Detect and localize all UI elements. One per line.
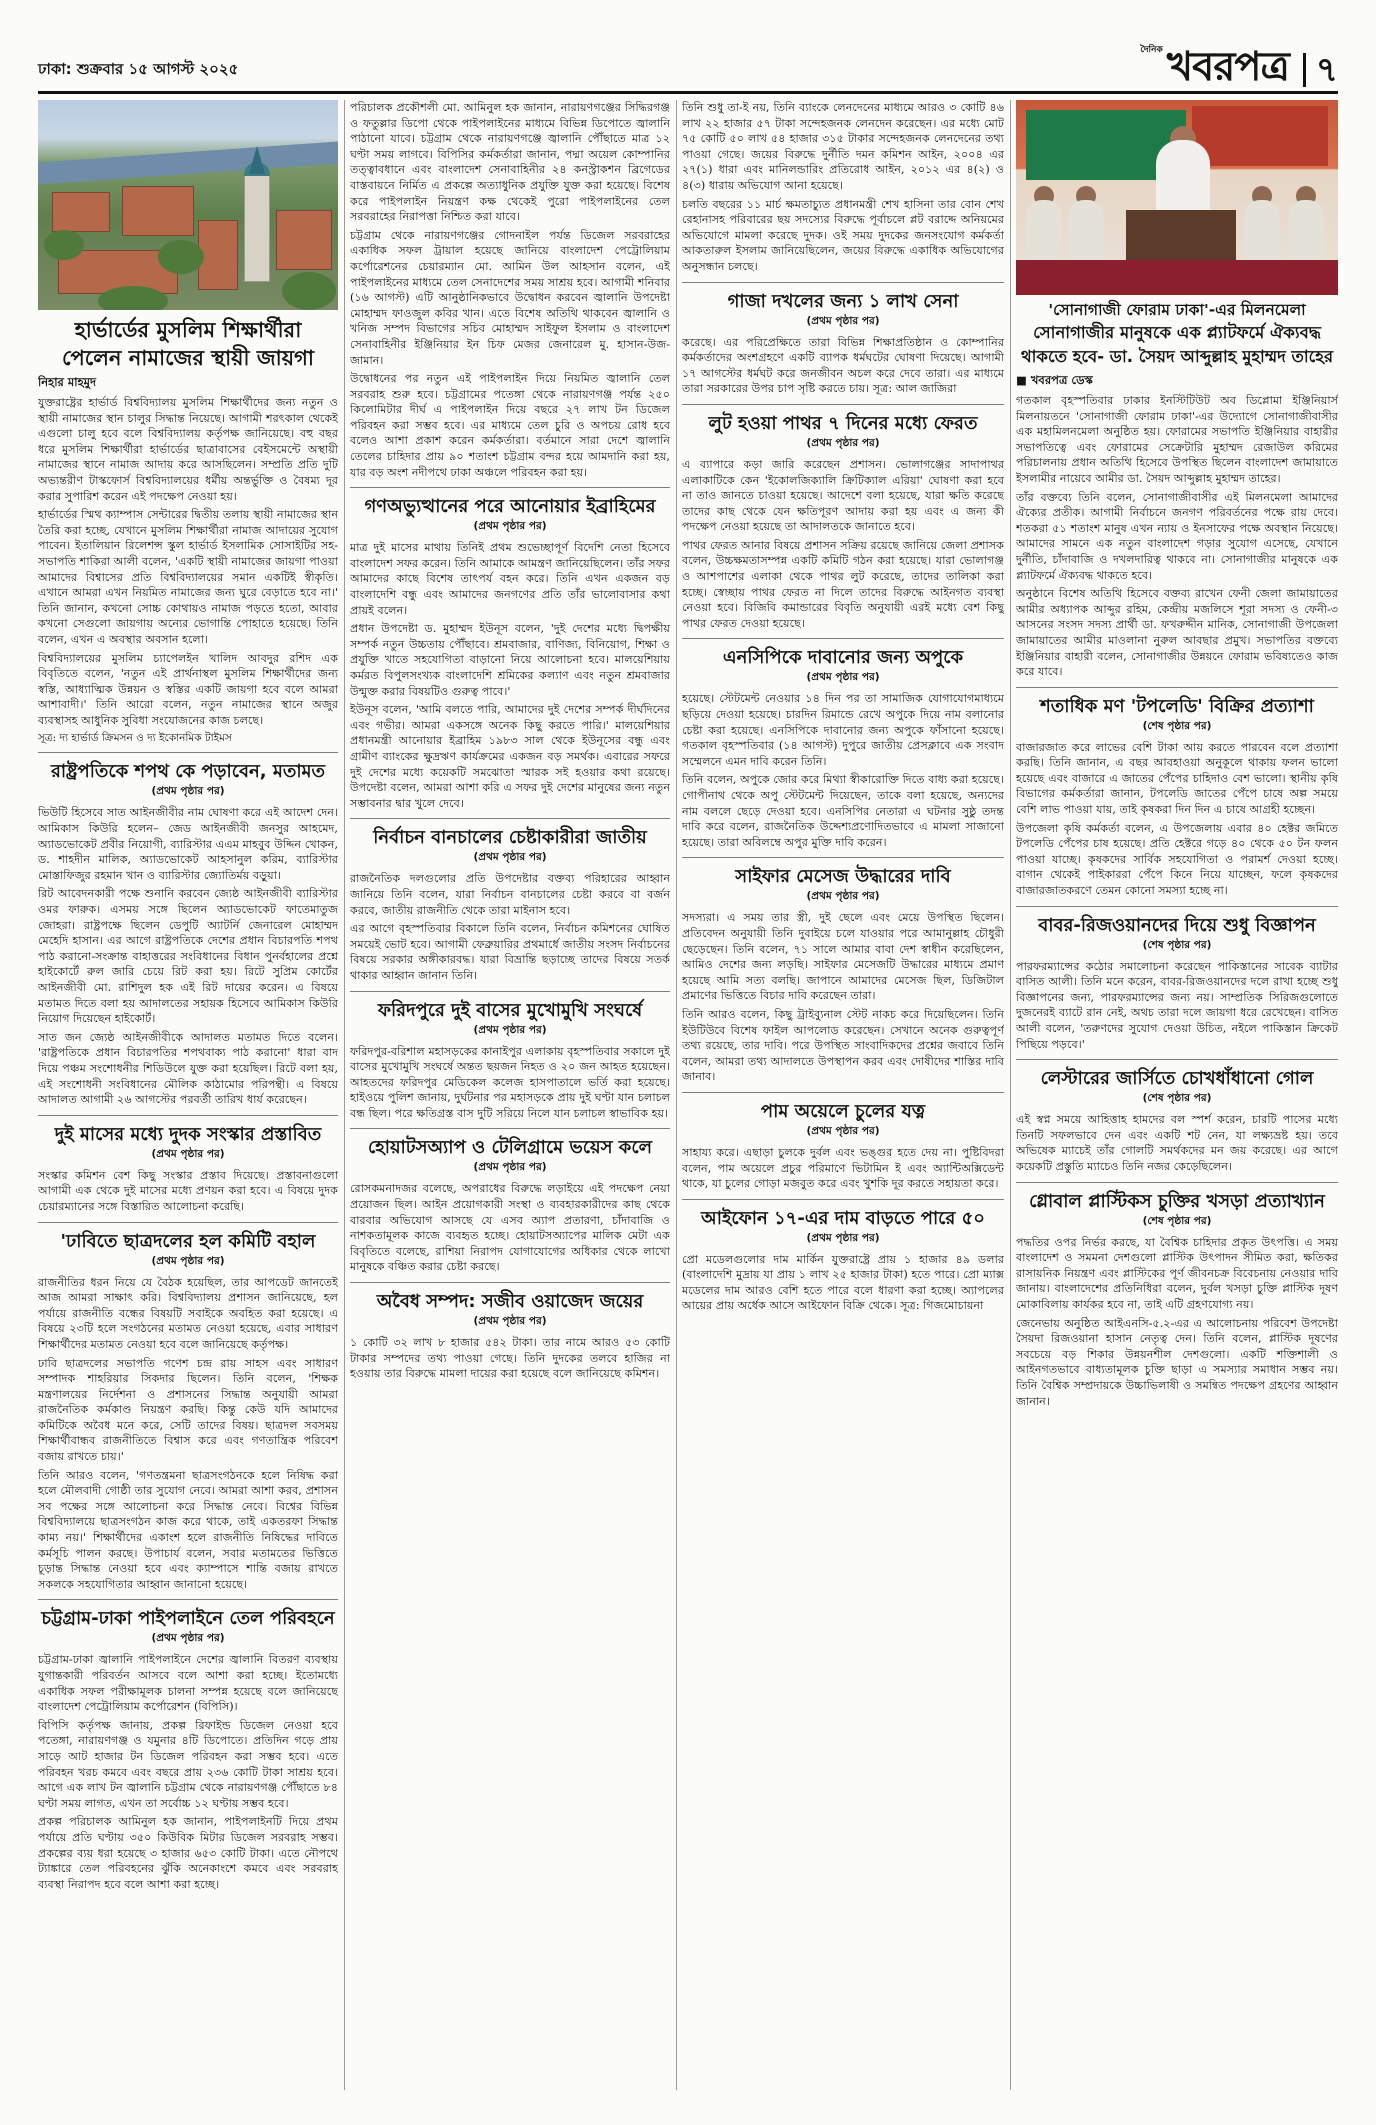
article-topledi-papaya	[1016, 695, 1338, 899]
article-paragraph: প্রো মডেলগুলোর দাম মার্কিন যুক্তরাষ্ট্রে প্রায় ১ হাজার ৪৯ ডলার (বাংলাদেশি মুদ্রায় যা প্রায় ১ লাখ ২৫ হাজার টাকা) হতে পারে। প্রো ম্যাক্স মডেলের দাম আরও বেশি হতে পারে বলে ধারণা করা হচ্ছে। অ্যাপলের আয়ের প্রায় অর্ধেক আসে আইফোন বিক্রি থেকে। সূত্র: গিজমোচায়না	[682, 1252, 1004, 1313]
article-paragraph: ঢাবি ছাত্রদলের সভাপতি গণেশ চন্দ্র রায় সাহস এবং সাধারণ সম্পাদক শাহরিয়ার সিকদার ছিলেন। তিনি বলেন, 'শিক্ষক মন্ত্রণালয়ের নির্দেশনা ও প্রশাসনের সিদ্ধান্ত অনুযায়ী আমরা রাজনৈতিক কর্মকাণ্ড নিয়ন্ত্রণ করছি। কিন্তু কেউ যদি আমাদের কমিটিকে অবৈধ মনে করে, সেটি তাদের বিষয়। ছাত্রদল সবসময় শিক্ষার্থীবান্ধব রাজনীতিতে বিশ্বাস করে এবং গণতান্ত্রিক পরিবেশ বজায় রাখতে চায়।'	[38, 1356, 338, 1464]
article-paragraph: মাত্র দুই মাসের মাথায় তিনিই প্রথম শুভেচ্ছাপূর্ণ বিদেশি নেতা হিসেবে বাংলাদেশ সফর করেন। তিনি আমাকে আমন্ত্রণ জানিয়েছিলেন। তাঁর সফর আমাদের কাছে বিশেষ তাৎপর্য বহন করে। তিনি এখন একজন বড় বাংলাদেশি বন্ধু এবং আমাদের জনগণের প্রতি তাঁর ভালোবাসার কথা প্রায়ই বলেন।	[350, 541, 670, 617]
newspaper-logo: খবরপত্র	[1166, 44, 1289, 90]
article-paragraph: সাত জন জ্যেষ্ঠ আইনজীবীকে আদালত মতামত দিতে বলেন। 'রাষ্ট্রপতিকে প্রধান বিচারপতির শপথবাক্য পাঠ করানো' ধারা বাদ দিয়ে পঞ্চম সংশোধনীর শিডিউলে যুক্ত করা হয়েছিল। রিটে বলা হয়, এই সংশোধনী সংবিধানের মৌলিক কাঠামোর পরিপন্থী। এ বিষয়ে আদালত আগামী ২৬ আগস্টের পরবর্তী তারিখ ধার্য করেছেন।	[38, 1030, 338, 1107]
publication-date: ঢাকা: শুক্রবার ১৫ আগস্ট ২০২৫	[38, 60, 239, 78]
continued-marker: (প্রথম পৃষ্ঠার পর)	[473, 1161, 547, 1174]
article-gaza	[682, 290, 1004, 397]
column-divider	[676, 100, 677, 2090]
sonagazi-forum-photo	[1016, 100, 1338, 295]
continued-marker: (প্রথম পৃষ্ঠার পর)	[806, 314, 880, 327]
sonagazi-paragraph: তাঁর বক্তব্যে তিনি বলেন, সোনাগাজীবাসীর এই মিলনমেলা আমাদের ঐক্যের প্রতীক। আগামী নির্বাচনে জনগণ পরিবর্তনের পক্ষে রায় দেবে। শতকরা ৫১ শতাংশ মানুষ এখন ন্যায় ও ইনসাফের পক্ষে অবস্থান নিয়েছে। আমাদের সামনে এক নতুন বাংলাদেশ গড়ার সুযোগ এসেছে, যেখানে দুর্নীতি, চাঁদাবাজি ও দখলদারিত্ব থাকবে না। সোনাগাজীর মানুষকে এক প্ল্যাটফর্মে ঐক্যবদ্ধ থাকতে হবে।	[1016, 490, 1338, 582]
article-paragraph: রোসকমনাদজর বলেছে, অপরাধের বিরুদ্ধে লড়াইয়ে এই পদক্ষেপ নেয়া প্রয়োজন ছিল। আইন প্রয়োগকারী সংস্থা ও ব্যবহারকারীদের কাছ থেকে বারবার অভিযোগ আসছে যে এসব অ্যাপ প্রতারণা, চাঁদাবাজি ও নাশকতামূলক কাজে ব্যবহৃত হচ্ছে। হোয়াটসঅ্যাপের মালিক মেটা এক বিবৃতিতে বলেছে, রাশিয়া নিরাপদ যোগাযোগের অধিকার থেকে লাখো মানুষকে বঞ্চিত করার চেষ্টা করছে।	[350, 1182, 670, 1274]
article-paragraph: তিনি বলেন, অপুকে জোর করে মিথ্যা স্বীকারোক্তি দিতে বাধ্য করা হয়েছে। গোপীনাথ থেকে অপু স্টেটমেন্ট দিয়েছেন, তাকে বলা হয়েছে, অন্যদের নাম বললে ছেড়ে দেওয়া হবে। এনসিপির নেতারা এ ঘটনার সুষ্ঠু তদন্ত দাবি করে বলেন, রাজনৈতিক উদ্দেশ্যপ্রণোদিতভাবে এ মামলা সাজানো হয়েছে। তারা অবিলম্বে অপুর মুক্তি দাবি করেন।	[682, 773, 1004, 849]
article-president-oath	[38, 760, 338, 1107]
article-paragraph: তিনি আরও বলেন, 'গণতন্ত্রমনা ছাত্রসংগঠনকে হলে নিষিদ্ধ করা হলে মৌলবাদী গোষ্ঠী তার সুযোগ নেবে। আমরা আশা করব, প্রশাসন সব পক্ষের সঙ্গে আলোচনা করে সিদ্ধান্ত নেবে। বিশ্বের বিভিন্ন বিশ্ববিদ্যালয়ে ছাত্রসংগঠন কাজ করে থাকে, তাই একতরফা সিদ্ধান্ত কাম্য নয়।' শিক্ষার্থীদের একাংশ হলে রাজনীতি নিষিদ্ধের দাবিতে কর্মসূচি পালন করছে। উপাচার্য বলেন, সবার মতামতের ভিত্তিতে চূড়ান্ত সিদ্ধান্ত নেওয়া হবে এবং ক্যাম্পাসে শান্তি বজায় রাখতে সকলকে সহযোগিতার আহ্বান জানানো হয়েছে।	[38, 1468, 338, 1591]
article-paragraph: প্রকল্প পরিচালক আমিনুল হক জানান, পাইপলাইনটি দিয়ে প্রথম পর্যায়ে প্রতি ঘণ্টায় ৩৫০ কিউবিক মিটার ডিজেল সরবরাহ সম্ভব। প্রকল্পের ব্যয় ধরা হয়েছে ৩ হাজার ৬৫৩ কোটি টাকা। এতে নৌপথে ট্যাঙ্কারে তেল পরিবহনের ঝুঁকি অনেকাংশে কমবে এবং সরবরাহ ব্যবস্থা নিরাপদ হবে বলে আশা করা হচ্ছে।	[38, 1815, 338, 1891]
article-cipher-message	[682, 865, 1004, 1085]
article-paragraph: ইউনূস বলেন, 'আমি বলতে পারি, আমাদের দুই দেশের সম্পর্ক দীর্ঘদিনের এবং গভীর। আমরা একসঙ্গে অনেক কিছু করতে পারি।' মালয়েশিয়ার প্রধানমন্ত্রী আনোয়ার ইব্রাহিম ১৯৮৩ সাল থেকে ইউনূসের বন্ধু এবং গ্রামীণ ব্যাংকের ক্ষুদ্রঋণ কার্যক্রমের একজন বড় সমর্থক। এবারের সফরে দুই দেশের মধ্যে কয়েকটি সমঝোতা স্মারক সই হওয়ার কথা রয়েছে। উপদেষ্টা বলেন, আমরা আশা করি এ সফর দুই দেশের মানুষের জন্য নতুন সম্ভাবনার দ্বার খুলে দেবে।	[350, 703, 670, 810]
article-paragraph: রাজনীতির ধরন নিয়ে যে বৈঠক হয়েছিল, তার আপডেট জানতেই আজ আমরা সাক্ষাৎ করি। বিশ্ববিদ্যালয় প্রশাসন জানিয়েছে, হল পর্যায়ে রাজনীতি বন্ধের বিষয়টি সবাইকে অবহিত করা হয়েছে। এ বিষয়ে ২৩টি হলে সংগঠনের মতামত নেওয়া হয়েছে, এবার সাধারণ শিক্ষার্থীদের মতামত নেওয়া হবে বলে জানিয়েছে কর্তৃপক্ষ।	[38, 1275, 338, 1351]
article-headline: রাষ্ট্রপতিকে শপথ কে পড়াবেন, মতামত	[50, 761, 326, 783]
pipeline-continuation: উদ্বোধনের পর নতুন এই পাইপলাইন দিয়ে নিয়মিত জ্বালানি তেল সরবরাহ শুরু হবে। চট্টগ্রামের পতেঙ্গা থেকে নারায়ণগঞ্জ পর্যন্ত ২৫০ কিলোমিটার দীর্ঘ এ পাইপলাইন দিয়ে বছরে ২৭ লাখ টন ডিজেল পরিবহন করা সম্ভব হবে। এর মাধ্যমে তেল চুরি ও অপচয় রোধ হবে বলেও আশা প্রকাশ করেন কর্মকর্তারা। বর্তমানে সারা দেশে জ্বালানি তেলের চাহিদার প্রায় ৯০ শতাংশ চট্টগ্রাম বন্দর হয়ে আমদানি করা হয়, যার বড় অংশ নদীপথে ঢাকা অঞ্চলে পরিবহন করা হয়।	[350, 372, 670, 479]
sonagazi-headline: সোনাগাজীর মানুষকে এক প্ল্যাটফর্মে ঐক্যবদ্ধ	[1033, 323, 1321, 342]
column-divider	[1010, 100, 1011, 2090]
continued-marker: (প্রথম পৃষ্ঠার পর)	[473, 520, 547, 533]
continued-marker: (প্রথম পৃষ্ঠার পর)	[151, 1632, 225, 1645]
pipeline-continuation: চট্টগ্রাম থেকে নারায়ণগঞ্জের গোদনাইল পর্যন্ত ডিজেল সরবরাহের একাধিক সফল ট্রায়াল হয়েছে জানিয়ে বাংলাদেশ পেট্রোলিয়াম কর্পোরেশনের চেয়ারম্যান মো. আমিন উল আহসান বলেন, এই পাইপলাইনের মাধ্যমে তেল সেনাদেশের সময় সাশ্রয় হবে। আগামী শনিবার (১৬ আগস্ট) এটি আনুষ্ঠানিকভাবে উদ্বোধন করবেন জ্বালানি উপদেষ্টা মোহাম্মদ ফাওজুল কবির খান। এতে বিশেষ অতিথি থাকবেন জ্বালানি ও খনিজ সম্পদ বিভাগের সচিব মোহাম্মদ সাইফুল ইসলাম ও বাংলাদেশ সেনাবাহিনীর ইঞ্জিনিয়ার ইন চিফ মেজর জেনারেল মু. হাসান-উজ-জামান।	[350, 228, 670, 367]
article-paragraph: পারফরম্যান্সের কঠোর সমালোচনা করেছেন পাকিস্তানের সাবেক ব্যাটার বাসিত আলী। তিনি মনে করেন, বাবর-রিজওয়ানদের দলে রাখা হচ্ছে শুধু বিজ্ঞাপনের জন্য, পারফরম্যান্সের জন্য নয়। সাম্প্রতিক সিরিজগুলোতে দুজনেরই ব্যাটে রান নেই, অথচ তারা দলে জায়গা ধরে রেখেছেন। বাসিত আলী বলেন, 'তরুণদের সুযোগ দেওয়া উচিত, নইলে পাকিস্তান ক্রিকেট পিছিয়ে পড়বে।'	[1016, 959, 1338, 1051]
column-2	[350, 100, 670, 2090]
article-headline: গণঅভ্যুত্থানের পরে আনোয়ার ইব্রাহিমের	[364, 496, 656, 518]
article-headline: লুট হওয়া পাথর ৭ দিনের মধ্যে ফেরত	[708, 412, 978, 434]
harvard-headline-line-1: হার্ভার্ডের মুসলিম শিক্ষার্থীরা	[74, 318, 302, 342]
article-headline: গাজা দখলের জন্য ১ লাখ সেনা	[727, 290, 959, 312]
article-dudok-reform	[38, 1123, 338, 1215]
continued-marker: (প্রথম পৃষ্ঠার পর)	[151, 785, 225, 798]
harvard-paragraph: যুক্তরাষ্ট্রের হার্ভার্ড বিশ্ববিদ্যালয় মুসলিম শিক্ষার্থীদের জন্য নতুন ও স্থায়ী নামাজের স্থান চালুর সিদ্ধান্ত নিয়েছে। আগামী শরৎকাল থেকেই এগুলো চালু হবে বলে বিশ্ববিদ্যালয় কর্তৃপক্ষ জানিয়েছে। বহু বছর ধরে মুসলিম শিক্ষার্থীরা হার্ভার্ডের ছাত্রাবাসের বেইসমেন্টে অস্থায়ী নামাজের স্থানে নামাজ আদায় করে আসছিলেন। সম্প্রতি প্রতি দুটি অভ্যন্তরীণ টাস্কফোর্স বিশ্ববিদ্যালয়ের ধর্মীয় অন্তর্ভুক্তি ও বৈষম্য দূর করার সুপারিশ করেন এই পদক্ষেপ নেওয়া হয়।	[38, 396, 338, 503]
daily-label: দৈনিক	[1140, 45, 1163, 55]
article-headline: 'ঢাবিতে ছাত্রদলের হল কমিটি বহাল	[60, 1230, 316, 1252]
sonagazi-paragraph: গতকাল বৃহস্পতিবার ঢাকার ইনস্টিটিউট অব ডিপ্লোমা ইঞ্জিনিয়ার্স মিলনায়তনে 'সোনাগাজী ফোরাম ঢাকা'-এর উদ্যোগে সোনাগাজীবাসীর এক মহামিলনমেলা অনুষ্ঠিত হয়। ফোরামের সভাপতি ইঞ্জিনিয়ার বাহারীর সভাপতিত্বে এবং ফোরামের সেক্রেটারি মুহাম্মদ রেজাউল করিমের পরিচালনায় প্রধান অতিথি হিসেবে উপস্থিত ছিলেন বাংলাদেশ জামায়াতে ইসলামীর নায়েবে আমীর ডা. সৈয়দ আব্দুল্লাহ মুহাম্মদ তাহের।	[1016, 394, 1338, 485]
continued-marker: (প্রথম পৃষ্ঠার পর)	[473, 851, 547, 864]
continued-marker: (প্রথম পৃষ্ঠার পর)	[151, 1254, 225, 1267]
article-babar-rizwan	[1016, 914, 1338, 1053]
article-paragraph: করেছে। এর পরিপ্রেক্ষিতে তারা বিভিন্ন শিক্ষাপ্রতিষ্ঠান ও কোম্পানির কর্মকর্তাদের অংশগ্রহণে একটি ব্যাপক ধর্মঘটের ঘোষণা দিয়েছে। আগামী ১৭ আগস্টের ধর্মঘট করে জনজীবন অচল করে দেবে তারা। এর মাধ্যমে তারা সরকারের উপর চাপ সৃষ্টি করতে চায়। সূত্র: আল জাজিরা	[682, 335, 1004, 396]
article-paragraph: বাজারজাত করে লাভের বেশি টাকা আয় করতে পারবেন বলে প্রত্যাশা করছি। তিনি জানান, এ বছর আবহাওয়া অনুকূলে থাকায় ফলন ভালো হয়েছে এবং বাজারে এ জাতের পেঁপের চাহিদাও বেশ ভালো। স্থানীয় কৃষি বিভাগের কর্মকর্তারা জানান, টপলেডি জাতের পেঁপে চাষে অল্প সময়ে বেশি লাভ পাওয়া যায়, তাই কৃষকরা দিন দিন এ চাষে আগ্রহী হচ্ছেন।	[1016, 740, 1338, 817]
article-paragraph: রিট আবেদনকারী পক্ষে শুনানি করবেন জ্যেষ্ঠ আইনজীবী ব্যারিস্টার ওমর ফারুক। এসময় সঙ্গে ছিলেন অ্যাডভোকেট ফাতেমাতুজ জোহরা। রাষ্ট্রপক্ষে ছিলেন ডেপুটি অ্যাটর্নি জেনারেল মোহাম্মদ মেহেদি হাসান। এর আগে রাষ্ট্রপতিকে দেশের প্রধান বিচারপতি শপথ পাঠ করানো-সংক্রান্ত বাহাত্তরের সংবিধানের বিধান পুনর্বহালের প্রশ্নে হাইকোর্টে রুল জারি চেয়ে রিট করা হয়। রিটে সুপ্রিম কোর্টের আইনজীবী মো. রাশিদুল হক এই রিট দায়ের করেন। এ বিষয়ে মতামত দিতে বলা হয় আদালতের সহায়ক হিসেবে আমিকাস কিউরি নিয়োগ দিয়েছেন হাইকোর্ট।	[38, 887, 338, 1026]
joy-continuation: চলতি বছরের ১১ মার্চ ক্ষমতাচ্যুত প্রধানমন্ত্রী শেখ হাসিনা তার বোন শেখ রেহানাসহ পরিবারের ছয় সদস্যের বিরুদ্ধে পূর্বাচলে প্লট বরাদ্দে অনিয়মের অভিযোগে মামলা করেছে দুদক। ওই সময় দুদকের জনসংযোগ কর্মকর্তা আকতারুল ইসলাম জানিয়েছিলেন, জয়ের বিরুদ্ধে একাধিক অভিযোগের অনুসন্ধান চলছে।	[682, 197, 1004, 273]
article-paragraph: হয়েছে। স্টেটমেন্ট নেওয়ার ১৪ দিন পর তা সামাজিক যোগাযোগমাধ্যমে ছড়িয়ে দেওয়া হয়েছে। চারদিন রিমান্ডে রেখে অপুকে দিয়ে নাম বলানোর চেষ্টা করা হয়েছে। এনসিপিকে দাবানোর জন্য অপুকে ফাঁসানো হয়েছে। গতকাল বৃহস্পতিবার (১৪ আগস্ট) দুপুরে জাতীয় প্রেসক্লাবে এক সংবাদ সম্মেলনে এমন দাবি করেন তিনি।	[682, 692, 1004, 768]
harvard-byline: নিহার মাহমুদ	[38, 375, 97, 389]
article-iphone-17	[682, 1207, 1004, 1314]
article-paragraph: ভিউটি হিসেবে সাত আইনজীবীর নাম ঘোষণা করে এই আদেশ দেন। আমিকাস কিউরি হলেন– জেড আইনজীবী জনসুর আহমেদ, অ্যাডভোকেট প্রবীর নিয়োগী, ব্যারিস্টার এএম মাহবুব উদ্দিন খোকন, ড. শাহদীন মালিক, অ্যাডভোকেট আহসানুল করিম, ব্যারিস্টার মোস্তাফিজুর রহমান খান ও ব্যারিস্টার জ্যোতির্ময় বড়ুয়া।	[38, 806, 338, 882]
column-divider	[344, 100, 345, 2090]
continued-marker: (প্রথম পৃষ্ঠার পর)	[806, 436, 880, 449]
article-headline: শতাধিক মণ 'টপলেডি' বিক্রির প্রত্যাশা	[1040, 695, 1314, 717]
column-1	[38, 100, 338, 2090]
continued-marker: (প্রথম পৃষ্ঠার পর)	[151, 1147, 225, 1160]
article-joy-assets	[350, 1290, 670, 1382]
article-headline: এনসিপিকে দাবানোর জন্য অপুকে	[722, 647, 964, 669]
article-headline: অবৈধ সম্পদ: সজীব ওয়াজেদ জয়ের	[376, 1291, 644, 1313]
article-headline: গ্লোবাল প্লাস্টিকস চুক্তির খসড়া প্রত্যাখ্যান	[1029, 1190, 1325, 1212]
article-paragraph: পদ্ধতির ওপর নির্ভর করছে, যা বৈশ্বিক চাহিদার প্রকৃত উৎপত্তি। এ সময় বাংলাদেশ ও সমমনা দেশগুলো প্লাস্টিক উৎপাদন সীমিত করা, ক্ষতিকর রাসায়নিক নিয়ন্ত্রণ এবং প্লাস্টিকের পূর্ণ জীবনচক্র বিবেচনায় নেওয়ার দাবি জানায়। বাংলাদেশের প্রতিনিধিরা বলেন, দুর্বল খসড়া চুক্তি প্লাস্টিক দূষণ মোকাবিলায় কার্যকর হবে না, তাই এটি গ্রহণযোগ্য নয়।	[1016, 1235, 1338, 1311]
article-headline: আইফোন ১৭-এর দাম বাড়তে পারে ৫০	[701, 1207, 985, 1229]
continued-marker: (প্রথম পৃষ্ঠার পর)	[473, 1023, 547, 1036]
continued-marker: (প্রথম পৃষ্ঠার পর)	[806, 890, 880, 903]
article-headline: বাবর-রিজওয়ানদের দিয়ে শুধু বিজ্ঞাপন	[1038, 914, 1316, 936]
article-paragraph: রাজনৈতিক দলগুলোর প্রতি উপদেষ্টার বক্তব্য পরিহারের আহ্বান জানিয়ে তিনি বলেন, যারা নির্বাচন বানচালের চেষ্টা করবে বা বর্জন করবে, জাতীয় রাজনীতি থেকে তারা মাইনাস হবে।	[350, 872, 670, 917]
article-paragraph: জেনেভায় অনুষ্ঠিত আইএনসি-৫.২-এর এ আলোচনায় পরিবেশ উপদেষ্টা সৈয়দা রিজওয়ানা হাসান নেতৃত্ব দেন। তিনি বলেন, প্লাস্টিক দূষণের সবচেয়ে বড় শিকার উন্নয়নশীল দেশগুলো। একটি শক্তিশালী ও আইনগতভাবে বাধ্যতামূলক চুক্তি ছাড়া এ সমস্যার সমাধান সম্ভব নয়। তিনি বৈশ্বিক সম্প্রদায়কে উচ্চাভিলাষী ও সমন্বিত পদক্ষেপ গ্রহণের আহ্বান জানান।	[1016, 1316, 1338, 1408]
article-paragraph: চট্টগ্রাম-ঢাকা জ্বালানি পাইপলাইনে দেশের জ্বালানি বিতরণ ব্যবস্থায় যুগান্তকারী পরিবর্তন আসবে বলে আশা করা হচ্ছে। ইতোমধ্যে একাধিক সফল পরীক্ষামূলক চালনা সম্পন্ন হয়েছে বলে জানিয়েছে বাংলাদেশ পেট্রোলিয়াম কর্পোরেশন (বিপিসি)।	[38, 1653, 338, 1714]
continued-marker: (প্রথম পৃষ্ঠার পর)	[806, 1231, 880, 1244]
desk-byline: ■ খবরপত্র ডেস্ক	[1016, 373, 1093, 387]
continued-marker: (প্রথম পৃষ্ঠার পর)	[806, 671, 880, 684]
article-headline: দুই মাসের মধ্যে দুদক সংস্কার প্রস্তাবিত	[54, 1123, 322, 1145]
joy-continuation: তিনি শুধু তা-ই নয়, তিনি ব্যাংকে লেনদেনের মাধ্যমে আরও ৩ কোটি ৪৬ লাখ ২২ হাজার ৫৭ টাকা সন্দেহজনক লেনদেন করেছেন। এর মধ্যে মোট ৭৫ কোটি ৫০ লাখ ৫৪ হাজার ৩১৫ টাকার সন্দেহজনক লেনদেনের তথ্য পাওয়া গেছে। জয়ের বিরুদ্ধে দুর্নীতি দমন কমিশন আইন, ২০০৪ এর ২৭(১) ধারা এবং মানিলন্ডারিং প্রতিরোধ আইন, ২০১২ এর ৪(২) ও ৪(৩) ধারায় অভিযোগ আনা হয়েছে।	[682, 101, 1004, 192]
photo-caption: 'সোনাগাজী ফোরাম ঢাকা'-এর মিলনমেলা	[1048, 301, 1306, 319]
column-3	[682, 100, 1004, 2090]
article-ncp-opu	[682, 646, 1004, 850]
article-pipeline	[38, 1607, 338, 1892]
article-headline: নির্বাচন বানচালের চেষ্টাকারীরা জাতীয়	[373, 827, 647, 849]
article-headline: ফরিদপুরে দুই বাসের মুখোমুখি সংঘর্ষে	[377, 999, 643, 1021]
article-paragraph: তিনি আরও বলেন, কিছু ট্রাইব্যুনাল স্টেট নাকচ করে দিয়েছিলেন। তিনি ইউটিউবে বিশেষ ফাইল আপলোড করেছেন। সেখানে অনেক গুরুত্বপূর্ণ তথ্য রয়েছে, তার দাবি। পরে উপস্থিত সাংবাদিকদের প্রশ্নের জবাবে তিনি বলেন, আমরা তথ্য আদালতে উপস্থাপন করব এবং দোষীদের শাস্তির দাবি জানাব।	[682, 1007, 1004, 1084]
harvard-source: সূত্র: দ্য হার্ভার্ড ক্রিমসন ও দ্য ইকোনমিক টাইমস	[38, 732, 232, 745]
article-paragraph: ১ কোটি ৩২ লাখ ৮ হাজার ৫৪২ টাকা। তার নামে আরও ৫৩ কোটি টাকার সম্পদের তথ্য পাওয়া গেছে। তিনি দুদকের তলবে হাজির না হওয়ায় তার বিরুদ্ধে মামলা দায়ের করা হয়েছে বলে জানিয়েছে কমিশন।	[350, 1336, 670, 1381]
masthead-brand	[1130, 44, 1338, 90]
desk-label: খবরপত্র ডেস্ক	[1030, 373, 1093, 387]
harvard-paragraph: বিশ্ববিদ্যালয়ের মুসলিম চ্যাপেলইন খালিদ আবদুর রশিদ এক বিবৃতিতে বলেন, 'নতুন এই প্রার্থনাস্থল মুসলিম শিক্ষার্থীদের জন্য স্বস্তি, আধ্যাত্মিক উন্নয়ন ও স্বস্তির একটি জায়গা হবে বলে আমরা আশাবাদী।' তিনি আরো বলেন, নতুন নামাজের স্থানে অজুর ব্যবস্থাসহ আধুনিক সুবিধা সংযোজনের কাজ চলছে।	[38, 651, 338, 727]
article-election-obstruction	[350, 826, 670, 983]
article-palm-oil	[682, 1100, 1004, 1192]
article-anwar-ibrahim	[350, 495, 670, 811]
article-whatsapp-telegram	[350, 1136, 670, 1275]
sonagazi-headline: থাকতে হবে- ডা. সৈয়দ আব্দুল্লাহ মুহাম্মদ তাহের	[1020, 347, 1334, 366]
continued-marker: (শেষ পৃষ্ঠার পর)	[1142, 719, 1212, 732]
article-paragraph: এই স্বপ্ন সময়ে আহিত্তাহ হামদের বল স্পর্শ করেন, চারটি পাসের মধ্যে তিনটি সফলভাবে দেন এবং একটি শট নেন, যা লক্ষ্যভ্রষ্ট হয়। তবে অভিষেক ম্যাচেই তাঁর গোলটি সমর্থকদের মন জয় করেছে। এর আগে কয়েকটি প্রস্তুতি ম্যাচেও তিনি নজর কেড়েছিলেন।	[1016, 1113, 1338, 1173]
article-plastics-treaty	[1016, 1190, 1338, 1410]
article-leicester-goal	[1016, 1067, 1338, 1174]
masthead	[38, 30, 1338, 94]
continued-marker: (প্রথম পৃষ্ঠার পর)	[806, 1124, 880, 1137]
harvard-headline-line-2: পেলেন নামাজের স্থায়ী জায়গা	[62, 346, 314, 370]
article-stone-return	[682, 412, 1004, 632]
continued-marker: (শেষ পৃষ্ঠার পর)	[1142, 1092, 1212, 1105]
article-paragraph: সদস্যরা। এ সময় তার স্ত্রী, দুই ছেলে এবং মেয়ে উপস্থিত ছিলেন। প্রতিবেদন অনুযায়ী তিনি দুবাইয়ে চলে যাওয়ার পরে আমানুল্লাহ চৌধুরী ছেড়েছেন। তিনি বলেন, ৭১ সালে আমার বাবা দেশ স্বাধীন করেছিলেন, আমিও দেশের জন্য লড়ছি। সাইফার মেসেজটি উদ্ধারের মাধ্যমে প্রমাণ হয়েছে আমি সত্য বলছি। জাপানে আমাদের মেসেজ ছিল, ডিজিটাল প্রমাণের ভিত্তিতে বিচার দাবি করেছেন তারা।	[682, 911, 1004, 1003]
article-headline: লেস্টারের জার্সিতে চোখধাঁধানো গোল	[1040, 1068, 1314, 1090]
article-paragraph: সংস্কার কমিশন বেশ কিছু সংস্কার প্রস্তাব দিয়েছে। প্রস্তাবনাগুলো আগামী এক থেকে দুই মাসের মধ্যে প্রণয়ন করা হবে। এ বিষয়ে দুদক চেয়ারম্যানের সঙ্গে বিস্তারিত আলোচনা করেছি।	[38, 1168, 338, 1213]
article-headline: পাম অয়েলে চুলের যত্ন	[760, 1100, 926, 1122]
column-4	[1016, 100, 1338, 2090]
article-paragraph: ফরিদপুর-বরিশাল মহাসড়কের কানাইপুর এলাকায় বৃহস্পতিবার সকালে দুই বাসের মুখোমুখি সংঘর্ষে অন্তত ছয়জন নিহত ও ২০ জন আহত হয়েছেন। আহতদের ফরিদপুর মেডিকেল কলেজ হাসপাতালে ভর্তি করা হয়েছে। হাইওয়ে পুলিশ জানায়, দুর্ঘটনার পর মহাসড়কে প্রায় দুই ঘণ্টা যান চলাচল বন্ধ ছিল। পরে ক্ষতিগ্রস্ত বাস দুটি সরিয়ে নিলে যান চলাচল স্বাভাবিক হয়।	[350, 1044, 670, 1120]
sonagazi-paragraph: অনুষ্ঠানে বিশেষ অতিথি হিসেবে বক্তব্য রাখেন ফেনী জেলা জামায়াতের আমীর অধ্যাপক আব্দুর রহিম, কেন্দ্রীয় মজলিসে শূরা সদস্য ও ফেনী-৩ আসনের সংসদ সদস্য প্রার্থী ডা. ফখরুদ্দীন মানিক, সোনাগাজী উপজেলা জামায়াতের আমীর মাওলানা নুরুল আবছার প্রমুখ। সভাপতির বক্তব্যে ইঞ্জিনিয়ার বাহারী বলেন, সোনাগাজীর উন্নয়নে ফোরাম ভবিষ্যতেও কাজ করে যাবে।	[1016, 587, 1338, 679]
article-paragraph: এর আগে বৃহস্পতিবার বিকালে তিনি বলেন, নির্বাচন কমিশনের ঘোষিত সময়েই ভোট হবে। আগামী ফেব্রুয়ারির প্রথমার্ধে জাতীয় সংসদ নির্বাচনের বিষয়ে সরকার অঙ্গীকারবদ্ধ। যারা বিভ্রান্তি ছড়াচ্ছে তাদের বিষয়ে সতর্ক থাকার আহ্বান জানান তিনি।	[350, 922, 670, 982]
continued-marker: (প্রথম পৃষ্ঠার পর)	[473, 1315, 547, 1328]
harvard-campus-photo	[38, 100, 338, 310]
article-paragraph: প্রধান উপদেষ্টা ড. মুহাম্মদ ইউনূস বলেন, 'দুই দেশের মধ্যে দ্বিপক্ষীয় সম্পর্ক নতুন উচ্চতায় পৌঁছাবে। শ্রমবাজার, বাণিজ্য, বিনিয়োগ, শিক্ষা ও প্রযুক্তি খাতে সহযোগিতা বাড়ানো নিয়ে আলোচনা হবে। মালয়েশিয়ায় কর্মরত বিপুলসংখ্যক বাংলাদেশি শ্রমিকের কল্যাণ এবং নতুন শ্রমবাজার উন্মুক্ত করার বিষয়টিও গুরুত্ব পাবে।'	[350, 622, 670, 698]
article-du-chhatradal	[38, 1230, 338, 1593]
article-headline: সাইফার মেসেজ উদ্ধারের দাবি	[735, 866, 951, 888]
continued-marker: (শেষ পৃষ্ঠার পর)	[1142, 938, 1212, 951]
pipeline-continuation: পরিচালক প্রকৌশলী মো. আমিনুল হক জানান, নারায়ণগঞ্জের সিদ্ধিরগঞ্জ ও ফতুল্লার ডিপো থেকে পাইপলাইনের মাধ্যমে বিভিন্ন ডিপোতে জ্বালানি পাঠানো যাবে। চট্টগ্রাম থেকে নারায়ণগঞ্জে জ্বালানি পৌঁছাতে মাত্র ১২ ঘণ্টা সময় লাগবে। বিপিসির কর্মকর্তারা জানান, পদ্মা অয়েল কোম্পানির তত্ত্বাবধানে এবং বাংলাদেশ সেনাবাহিনীর ২৪ কনস্ট্রাকশন ব্রিগেডের বাস্তবায়নে নির্মিত এ প্রকল্পে অত্যাধুনিক প্রযুক্তি যুক্ত করা হয়েছে। বিশেষ করে পাইপলাইন নিয়ন্ত্রণ কক্ষ থেকেই পুরো পাইপলাইনের তেল সরবরাহের নিরাপত্তা নিশ্চিত করা যাবে।	[350, 101, 670, 224]
page-number: ৭	[1303, 53, 1338, 87]
article-paragraph: সাহায্য করে। এছাড়া চুলকে দুর্বল এবং ভঙ্গুর হতে দেয় না। পুষ্টিবিদরা বলেন, পাম অয়েলে প্রচুর পরিমাণে ভিটামিন ই এবং অ্যান্টিঅক্সিডেন্ট থাকে, যা চুলের গোড়া মজবুত করে এবং খুশকি দূর করতে সহায়তা করে।	[682, 1145, 1004, 1191]
article-paragraph: এ ব্যাপারে কড়া জারি করেছেন প্রশাসন। ভোলাগঞ্জের সাদাপাথর এলাকাটিকে কেন 'ইকোলজিক্যালি ক্রিটিক্যাল এরিয়া' ঘোষণা করা হবে না তাও জানতে চাওয়া হয়েছে। আদেশে বলা হয়েছে, যারা ক্ষতি করেছে তাদের কাছ থেকে যেন ক্ষতিপূরণ আদায় করা হয় এবং এ জন্য কী পদক্ষেপ নেওয়া হয়েছে তা আদালতকে জানাতে হবে।	[682, 457, 1004, 534]
article-paragraph: বিপিসি কর্তৃপক্ষ জানায়, প্রকল্প রিফাইন্ড ডিজেল নেওয়া হবে পতেঙ্গা, নারায়ণগঞ্জ ও যমুনার ৪টি ডিপোতে। প্রতিদিন গড়ে প্রায় সাড়ে আট হাজার টন ডিজেল পরিবহন করা সম্ভব হবে। এতে পরিবহন খরচ কমবে এবং বছরে প্রায় ২৩৬ কোটি টাকা সাশ্রয় হবে। আগে এক লাখ টন জ্বালানি চট্টগ্রাম থেকে নারায়ণগঞ্জ পৌঁছাতে ৮৪ ঘণ্টা সময় লাগত, এখন তা সর্বোচ্চ ১২ ঘণ্টায় সম্ভব হবে।	[38, 1718, 338, 1810]
article-faridpur-bus	[350, 999, 670, 1122]
article-headline: হোয়াটসঅ্যাপ ও টেলিগ্রামে ভয়েস কলে	[367, 1137, 653, 1159]
article-headline: চট্টগ্রাম-ঢাকা পাইপলাইনে তেল পরিবহনে	[41, 1608, 335, 1630]
continued-marker: (শেষ পৃষ্ঠার পর)	[1142, 1214, 1212, 1227]
harvard-paragraph: হার্ভার্ডের স্মিথ ক্যাম্পাস সেন্টারের দ্বিতীয় তলায় স্থায়ী নামাজের স্থান তৈরি করা হচ্ছে, যেখানে মুসলিম শিক্ষার্থীরা নামাজ আদায়ের সুযোগ পাবেন। ইতালিয়ান রিলেশন্স স্কুল হার্ভার্ড ইসলামিক সোসাইটির সহ-সভাপতি শাকিরা আলী বলেন, 'একটি স্থায়ী নামাজের জায়গা পাওয়া আমাদের বিশ্বাসের প্রতি বিশ্ববিদ্যালয়ের সমান একটিই স্বীকৃতি। এখানে আমরা এখন নিয়মিত নামাজের জন্য ঘুরে বেড়াতে হবে না।' তিনি জানান, কখনো সোচ্চ কোথায়ও নামাজ পড়তে হতো, আবার কখনো সেগুলো জায়গায় অন্যের ভোগান্তি পোহাতে হয়েছে। তিনি বলেন, এখন এ অবস্থার অবসান হলো।	[38, 508, 338, 646]
article-paragraph: উপজেলা কৃষি কর্মকর্তা বলেন, এ উপজেলায় এবার ৪০ হেক্টর জমিতে টপলেডি পেঁপের চাষ হয়েছে। প্রতি হেক্টরে গড়ে ৪০ থেকে ৫০ টন ফলন পাওয়া যাচ্ছে। কৃষকদের সার্বিক সহযোগিতা ও পরামর্শ দেওয়া হচ্ছে। বাগান থেকেই পাইকাররা পেঁপে কিনে নিয়ে যাচ্ছেন, ফলে কৃষকদের বাজারজাতকরণে তেমন কোনো সমস্যা হচ্ছে না।	[1016, 821, 1338, 898]
article-paragraph: পাথর ফেরত আনার বিষয়ে প্রশাসন সক্রিয় রয়েছে জানিয়ে জেলা প্রশাসক বলেন, উচ্চক্ষমতাসম্পন্ন একটি কমিটি গঠন করা হয়েছে। যারা ভোলাগঞ্জ ও আশপাশের এলাকা থেকে পাথর লুট করেছে, তাদের তালিকা করা হচ্ছে। স্বেচ্ছায় পাথর ফেরত না দিলে তাদের বিরুদ্ধে আইনগত ব্যবস্থা নেওয়া হবে। বিজিবি কমান্ডারের বিবৃতি অনুযায়ী এরই মধ্যে বেশ কিছু পাথর ফেরত দেওয়া হয়েছে।	[682, 538, 1004, 630]
